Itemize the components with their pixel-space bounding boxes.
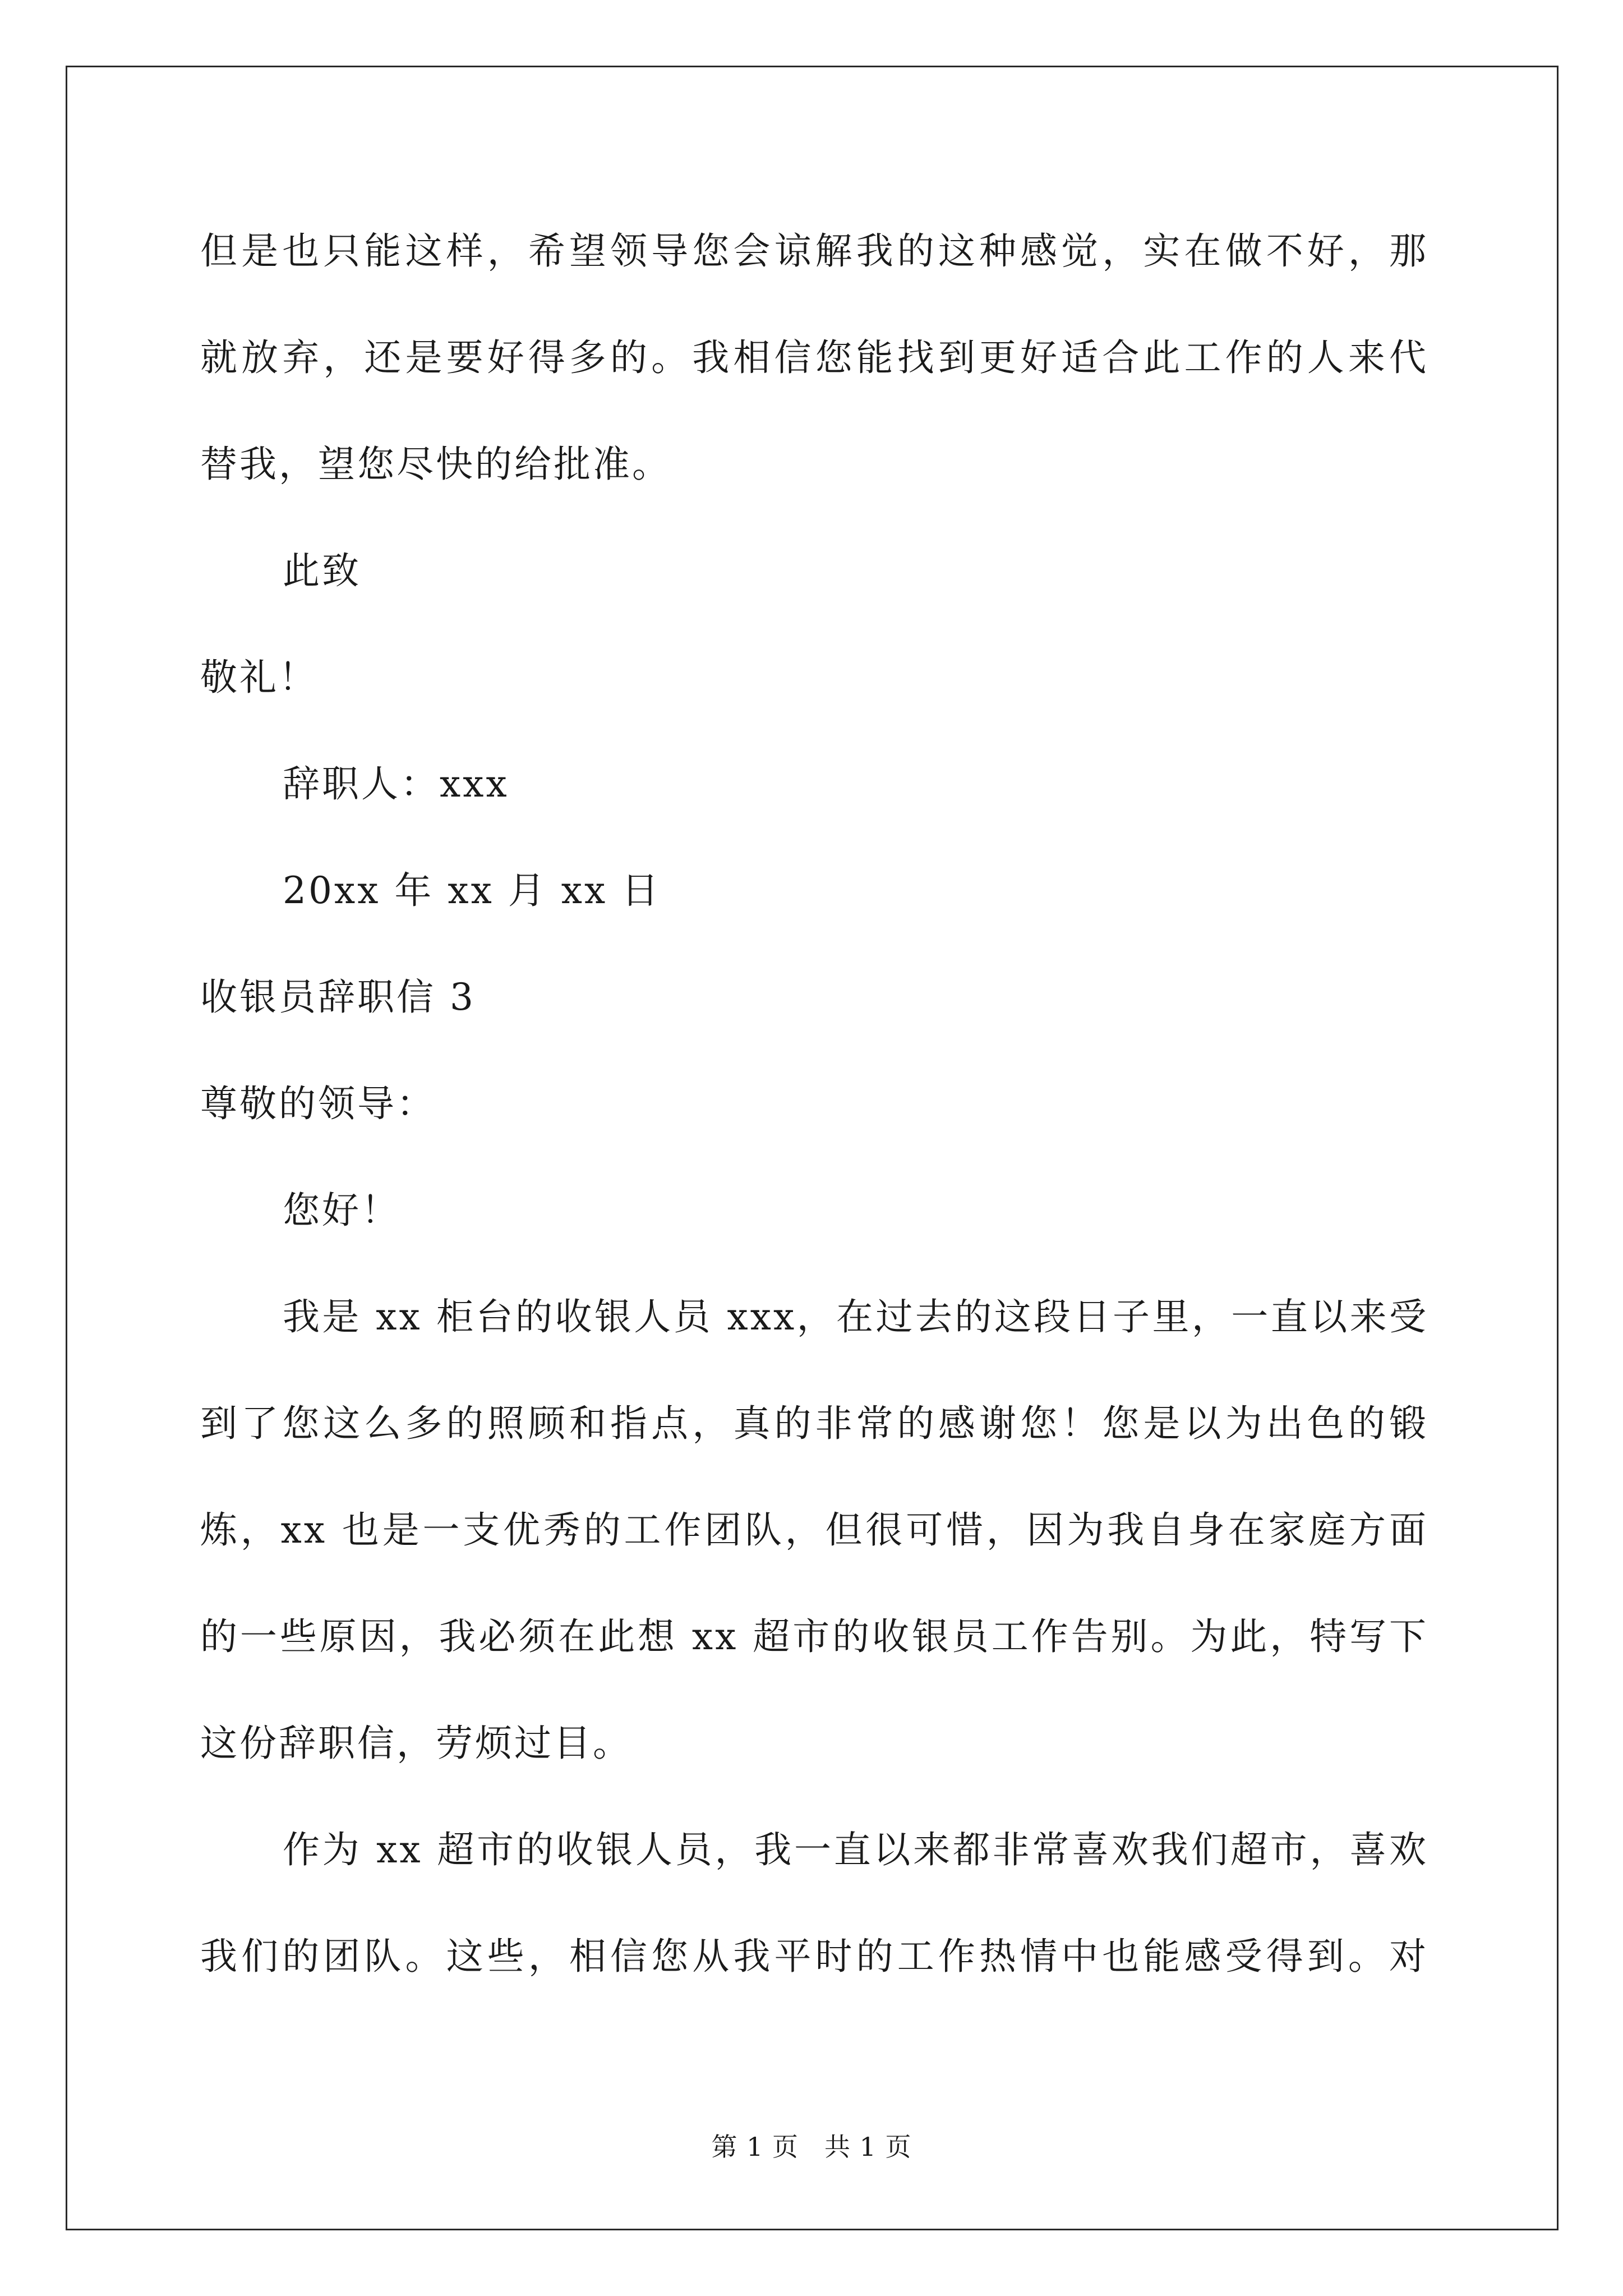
body-line: 到了您这么多的照顾和指点，真的非常的感谢您！您是以为出色的锻 bbox=[200, 1402, 1428, 1445]
closing-salutation: 此致 bbox=[283, 549, 361, 592]
body-line: 炼，xx 也是一支优秀的工作团队，但很可惜，因为我自身在家庭方面 bbox=[200, 1508, 1428, 1552]
body-line: 就放弃，还是要好得多的。我相信您能找到更好适合此工作的人来代 bbox=[200, 336, 1428, 379]
body-line: 我是 xx 柜台的收银人员 xxx，在过去的这段日子里，一直以来受 bbox=[283, 1295, 1428, 1338]
body-line: 作为 xx 超市的收银人员，我一直以来都非常喜欢我们超市，喜欢 bbox=[283, 1828, 1428, 1871]
page-number: 第 1 页 bbox=[711, 2132, 799, 2162]
signature-name: 辞职人：xxx bbox=[283, 762, 509, 806]
signature-date: 20xx 年 xx 月 xx 日 bbox=[283, 869, 661, 912]
body-line: 这份辞职信，劳烦过目。 bbox=[200, 1722, 632, 1765]
page-footer bbox=[0, 2134, 1623, 2160]
body-line: 但是也只能这样，希望领导您会谅解我的这种感觉，实在做不好，那 bbox=[200, 229, 1428, 273]
greeting: 您好！ bbox=[283, 1189, 400, 1232]
page-border bbox=[66, 66, 1559, 2230]
body-line: 的一些原因，我必须在此想 xx 超市的收银员工作告别。为此，特写下 bbox=[200, 1615, 1428, 1658]
page-total: 共 1 页 bbox=[824, 2132, 912, 2162]
section-heading: 收银员辞职信 3 bbox=[200, 976, 476, 1019]
closing-regards: 敬礼！ bbox=[200, 656, 318, 699]
body-line: 我们的团队。这些，相信您从我平时的工作热情中也能感受得到。对 bbox=[200, 1935, 1428, 1978]
body-line: 替我，望您尽快的给批准。 bbox=[200, 443, 671, 486]
letter-salutation: 尊敬的领导： bbox=[200, 1082, 436, 1125]
